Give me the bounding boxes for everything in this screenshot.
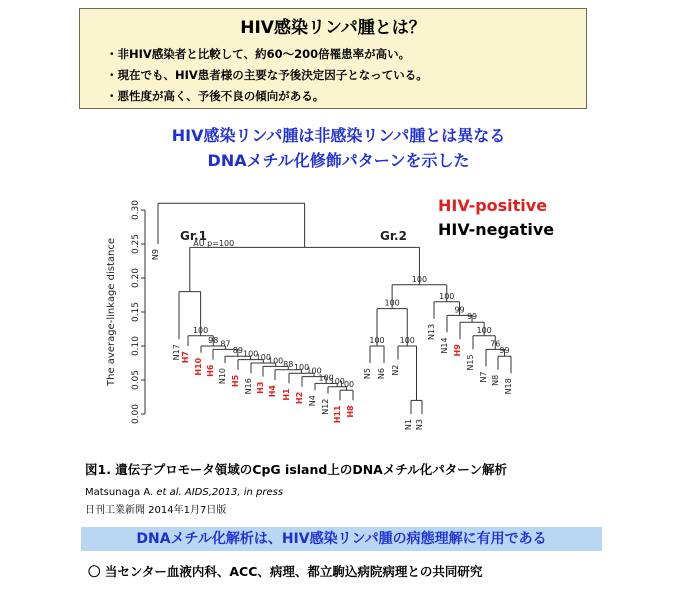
citation-authors: Matsunaga A.	[85, 487, 157, 498]
leaf-label: H8	[346, 405, 355, 418]
node-value: 100	[399, 336, 415, 345]
node-value: 100	[384, 298, 400, 308]
bullet-item: ・現在でも、HIV患者様の主要な予後決定因子となっている。	[106, 68, 428, 82]
node-value: 100	[306, 366, 322, 376]
leaf-label: N4	[308, 395, 317, 407]
node-value: 100	[338, 380, 355, 390]
node-value: 99	[499, 346, 510, 356]
leaf-label: N16	[244, 378, 253, 395]
leaf-label: N17	[172, 344, 181, 361]
leaf-label: N5	[363, 368, 372, 380]
info-box	[79, 8, 587, 109]
legend-hiv-positive: HIV-positive	[438, 196, 548, 215]
leaf-label: H5	[231, 374, 240, 388]
node-value: 100	[329, 376, 345, 386]
node-value: 100	[411, 274, 428, 284]
leaf-label: N12	[321, 398, 330, 415]
node-value: 100	[293, 363, 310, 373]
node-value: 99	[454, 305, 465, 315]
y-tick-label: 0.30	[131, 199, 141, 221]
node-value: 100	[192, 325, 209, 335]
leaf-label: N7	[479, 371, 488, 383]
root-au-annotation: AU p=100	[193, 239, 235, 248]
node-value: 100	[243, 349, 259, 359]
headline-line-1: HIV感染リンパ腫は非感染リンパ腫とは異なる	[171, 126, 506, 145]
press-note: 日刊工業新聞 2014年1月7日版	[85, 505, 227, 516]
y-axis-label: The average-linkage distance	[106, 237, 117, 387]
leaf-label: H3	[256, 381, 265, 394]
leaf-label: H2	[295, 391, 304, 405]
node-value: 99	[466, 312, 478, 322]
group-label-gr2: Gr.2	[380, 229, 407, 243]
leaf-label: N18	[504, 378, 513, 395]
citation-journal: et al. AIDS,2013, in press	[156, 487, 284, 498]
bullet-item: ・悪性度が高く、予後不良の傾向がある。	[106, 89, 325, 103]
y-tick-label: 0.10	[131, 335, 141, 357]
node-value: 100	[255, 353, 271, 362]
leaf-label: H6	[206, 364, 215, 377]
y-tick-label: 0.15	[131, 301, 141, 323]
y-tick-label: 0.20	[131, 267, 141, 289]
legend-hiv-negative: HIV-negative	[438, 220, 555, 239]
leaf-label: N14	[440, 337, 449, 354]
leaf-label: H7	[181, 351, 190, 364]
leaf-label: H9	[453, 344, 462, 357]
node-value: 100	[476, 325, 492, 335]
y-tick-label: 0.25	[131, 233, 141, 255]
leaf-label: N2	[391, 364, 400, 376]
node-value: 100	[318, 373, 334, 383]
node-value: 88	[283, 359, 294, 369]
leaf-label: N1	[404, 419, 413, 431]
info-box-title: HIV感染リンパ腫とは？	[240, 18, 426, 38]
node-value: 100	[439, 291, 455, 301]
node-value: 76	[490, 339, 501, 349]
leaf-label: H1	[282, 388, 291, 401]
y-tick-label: 0.00	[131, 403, 141, 425]
leaf-label: N8	[491, 374, 500, 386]
node-value: 100	[369, 336, 385, 345]
node-value: 98	[208, 336, 219, 345]
leaf-label: H4	[268, 385, 277, 398]
y-tick-label: 0.05	[131, 369, 141, 391]
leaf-label: N15	[466, 354, 475, 371]
info-box-bullets	[106, 44, 428, 107]
leaf-label: N13	[427, 323, 436, 340]
bullet-item: ・非HIV感染者と比較して、約60～200倍罹患率が高い。	[106, 47, 411, 61]
leaf-label: H11	[333, 405, 342, 424]
leaf-label: N3	[415, 419, 424, 431]
headline-line-2: DNAメチル化修飾パターンを示した	[207, 151, 470, 170]
citation	[85, 487, 283, 498]
leaf-label: H10	[194, 357, 203, 376]
leaf-label: N10	[218, 368, 227, 385]
node-value: 87	[220, 339, 231, 349]
group-label-gr1: Gr.1	[180, 229, 207, 243]
node-value: 89	[232, 346, 243, 356]
leaf-label: N6	[377, 368, 386, 380]
node-value: 100	[267, 356, 284, 366]
collaboration-note: 〇 当センター血液内科、ACC、病理、都立駒込病院病理との共同研究	[88, 564, 483, 579]
conclusion-banner: DNAメチル化解析は、HIV感染リンパ腫の病態理解に有用である	[81, 527, 602, 551]
leaf-label: N9	[151, 249, 160, 261]
figure-caption: 図1. 遺伝子プロモータ領域のCpG island上のDNAメチル化パターン解析	[85, 462, 507, 477]
